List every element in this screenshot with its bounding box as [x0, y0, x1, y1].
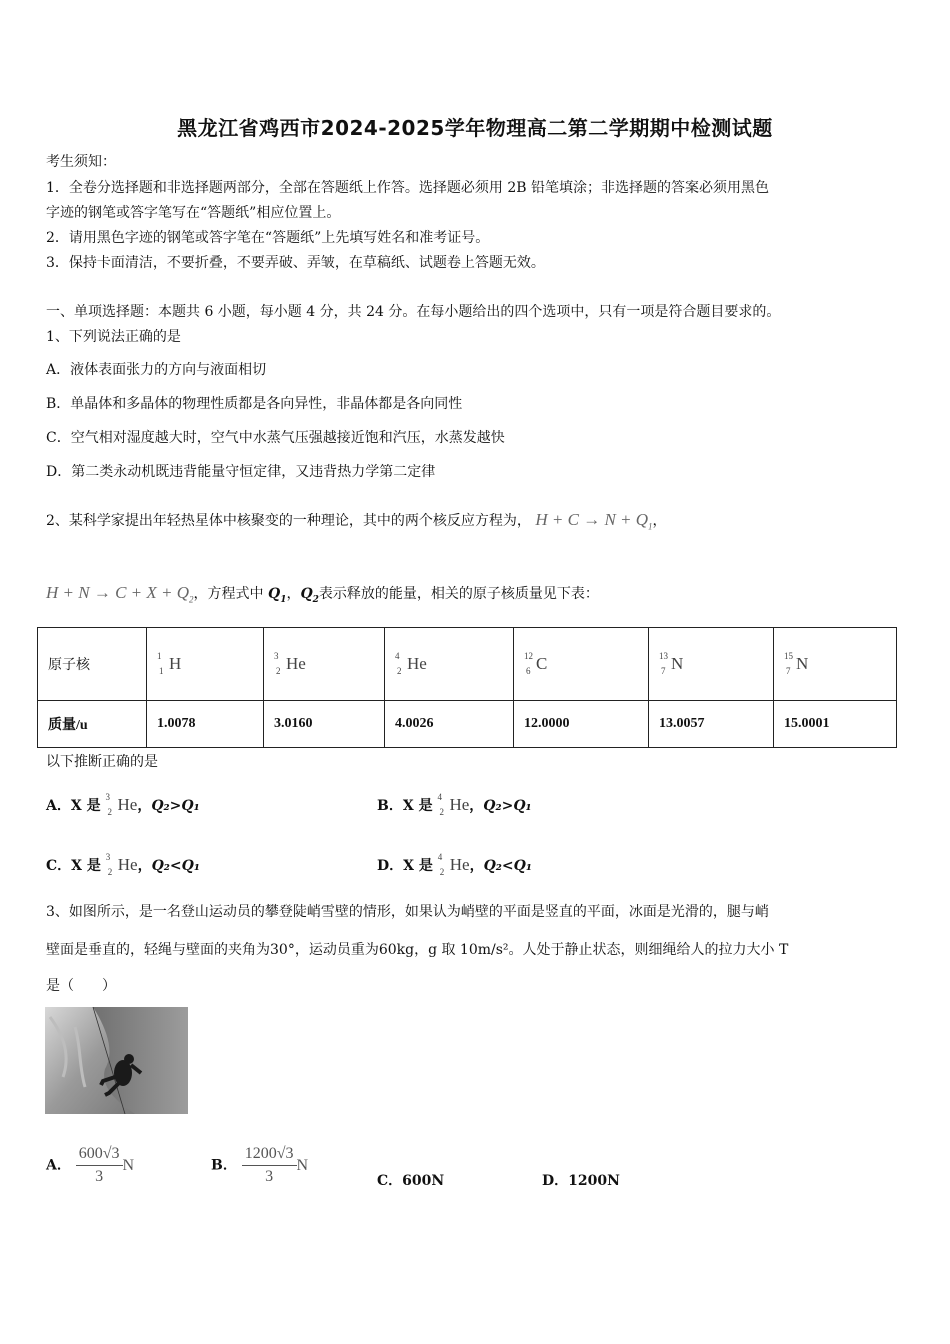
notice-heading: 考生须知： [46, 154, 116, 170]
table-row [38, 628, 897, 701]
q3-stem-line1: 3、如图所示，是一名登山运动员的攀登陡峭雪壁的情形，如果认为峭壁的平面是竖直的平面，冰面是光滑的，腿与峭 [46, 904, 769, 920]
notice-item-2: 2．请用黑色字迹的钢笔或答字笔在“答题纸”上先填写姓名和准考证号。 [46, 230, 490, 246]
mass-cell: 13.0057 [649, 701, 774, 748]
q2-symbol: $Q_2$ [300, 586, 319, 605]
table-row [38, 701, 897, 748]
q3-option-c: C．600N [377, 1173, 445, 1189]
q2-after: 以下推断正确的是 [46, 754, 158, 770]
q2-option-d: D．X 是 4 2 He，Q₂<Q₁ [377, 852, 532, 877]
q2-stem: 2、某科学家提出年轻热星体中核聚变的一种理论，其中的两个核反应方程为， $H + C \to N + Q_1$， [46, 510, 667, 532]
q1-symbol: $Q_1$ [267, 586, 287, 605]
q1-option-c: C．空气相对湿度越大时，空气中水蒸气压强越接近饱和汽压，水蒸发越快 [46, 430, 505, 446]
q2-option-c: C．X 是 3 2 He，Q₂<Q₁ [46, 852, 200, 877]
nuclide-cell: 4 2 He [385, 628, 514, 701]
q3-option-d: D．1200N [542, 1173, 620, 1189]
nuclide-mass-table [37, 627, 897, 748]
equation-2: $H + N \to C + X + Q_2$ [46, 583, 194, 605]
q1-option-a: A．液体表面张力的方向与液面相切 [46, 362, 267, 378]
q2-equation-line: $H + N \to C + X + Q_2$，方程式中 $Q_1$，$Q_2$表示释放的能量，相关的原子核质量见下表： [46, 583, 599, 605]
q3-stem-line3: 是（ ） [46, 978, 116, 994]
mass-cell: 3.0160 [264, 701, 385, 748]
q2-option-b: B．X 是 4 2 He，Q₂>Q₁ [377, 792, 532, 817]
q3-stem-line2: 壁面是垂直的，轻绳与壁面的夹角为30°，运动员重为60kg，g 取 10m/s²。人处于静止状态，则细绳给人的拉力大小 T [46, 942, 789, 958]
nuclide-cell: 15 7 N [774, 628, 897, 701]
row-label-nuclide: 原子核 [38, 628, 147, 701]
q1-stem: 1、下列说法正确的是 [46, 329, 181, 345]
q3-option-b: B． $\frac{1200√3}{3}$ N [211, 1145, 309, 1185]
notice-item-1-cont: 字迹的钢笔或答字笔写在“答题纸”相应位置上。 [46, 205, 341, 221]
notice-item-3: 3．保持卡面清洁，不要折叠，不要弄破、弄皱，在草稿纸、试题卷上答题无效。 [46, 255, 545, 271]
mass-cell: 12.0000 [514, 701, 649, 748]
nuclide-cell: 1 1 H [147, 628, 264, 701]
section-heading: 一、单项选择题：本题共 6 小题，每小题 4 分，共 24 分。在每小题给出的四个选项中，只有一项是符合题目要求的。 [46, 304, 781, 320]
notice-item-1: 1．全卷分选择题和非选择题两部分，全部在答题纸上作答。选择题必须用 2B 铅笔填涂；非选择题的答案必须用黑色 [46, 180, 769, 196]
q2-stem-text: 2、某科学家提出年轻热星体中核聚变的一种理论，其中的两个核反应方程为， [46, 513, 531, 529]
row-label-mass: 质量/u [38, 701, 147, 748]
nuclide-cell: 3 2 He [264, 628, 385, 701]
mass-cell: 4.0026 [385, 701, 514, 748]
equation-1: $H + C \to N + Q_1$ [535, 510, 653, 532]
mass-cell: 15.0001 [774, 701, 897, 748]
q1-option-d: D．第二类永动机既违背能量守恒定律，又违背热力学第二定律 [46, 464, 436, 480]
climber-photo [45, 1007, 188, 1114]
q3-option-a: A． $\frac{600√3}{3}$ N [46, 1145, 135, 1185]
mass-cell: 1.0078 [147, 701, 264, 748]
q1-option-b: B．单晶体和多晶体的物理性质都是各向异性，非晶体都是各向同性 [46, 396, 463, 412]
nuclide-cell: 12 6 C [514, 628, 649, 701]
nuclide-cell: 13 7 N [649, 628, 774, 701]
page-title: 黑龙江省鸡西市2024-2025学年物理高二第二学期期中检测试题 [177, 116, 773, 140]
q2-option-a: A．X 是 3 2 He，Q₂>Q₁ [46, 792, 200, 817]
